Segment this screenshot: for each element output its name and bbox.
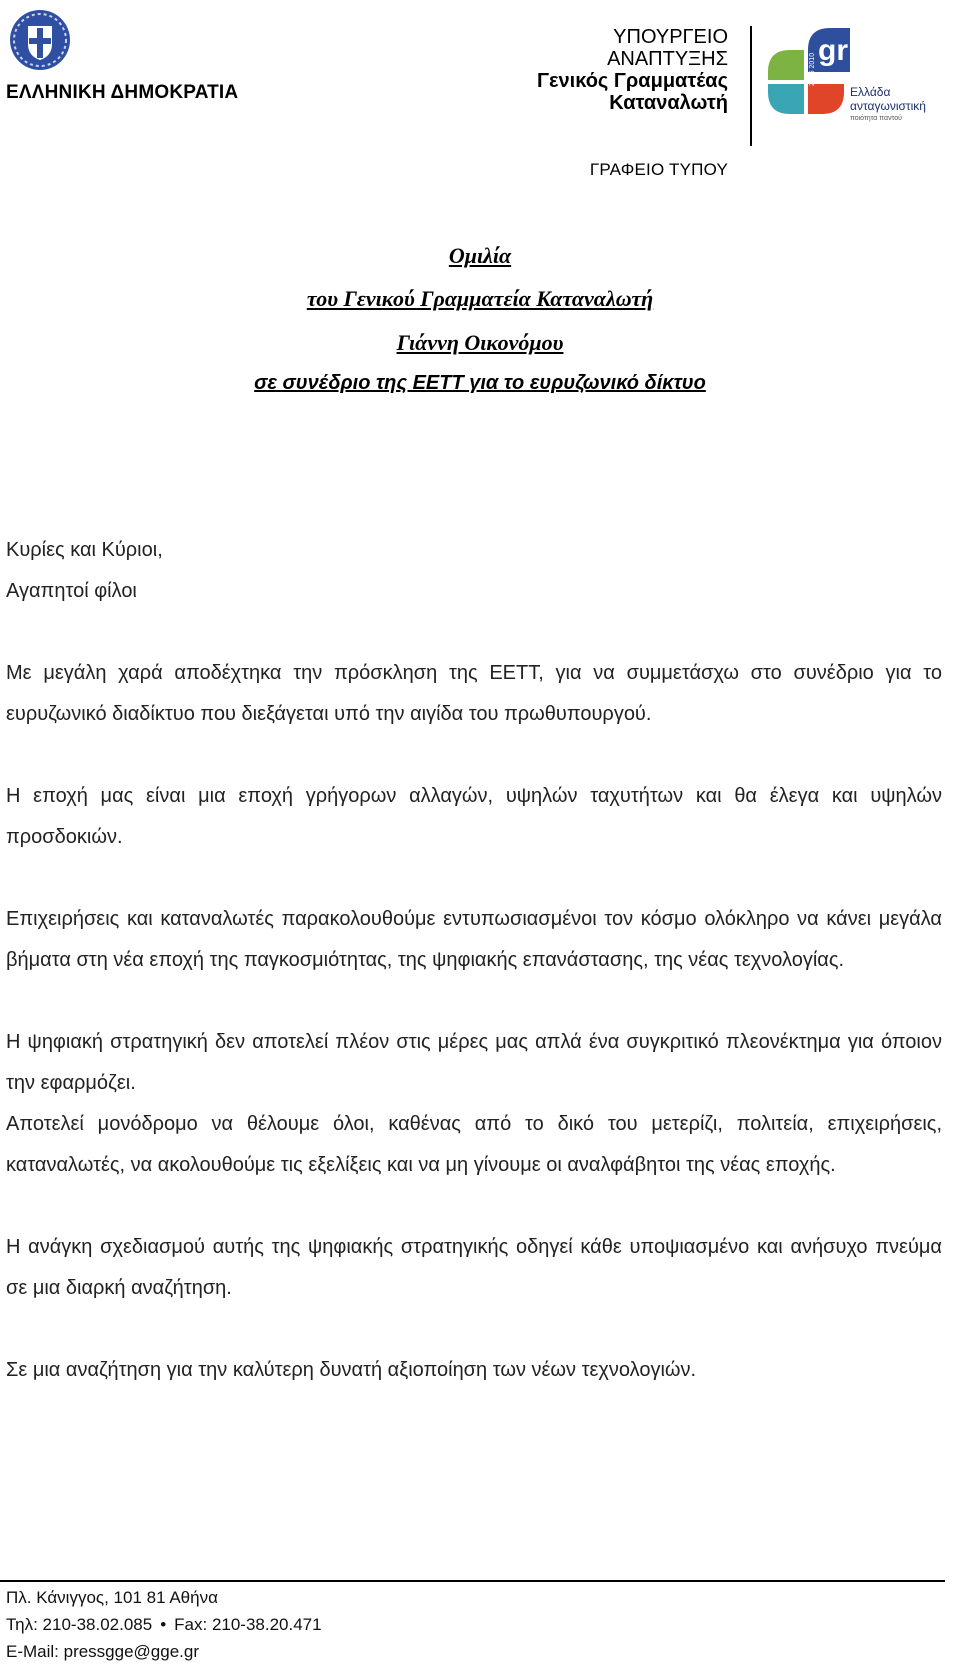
paragraph-2: Η εποχή μας είναι μια εποχή γρήγορων αλλαγών, υψηλών ταχυτήτων και θα έλεγα και υψηλών προσδοκιών. [6, 785, 942, 848]
greek-emblem-icon [8, 8, 72, 72]
logo-slogan-1: Ελλάδα [850, 85, 891, 99]
greeting-line-1: Κυρίες και Κύριοι, [6, 539, 163, 561]
logo-slogan-3: ποιότητα παντού [850, 115, 902, 122]
footer-phone-fax [6, 1611, 322, 1638]
paragraph-4: Η ψηφιακή στρατηγική δεν αποτελεί πλέον στις μέρες μας απλά ένα συγκριτικό πλεονέκτημα για όποιον την εφαρμόζει. [6, 1031, 942, 1094]
speech-title: Ομιλία [448, 243, 512, 268]
greeting-line-2: Αγαπητοί φίλοι [6, 580, 137, 602]
speech-speaker-name: Γιάννη Οικονόμου [396, 330, 564, 355]
footer-fax: Fax: 210-38.20.471 [174, 1615, 322, 1634]
logo-leaf-green [768, 50, 804, 80]
paragraph-7: Σε μια αναζήτηση για την καλύτερη δυνατή αξιοποίηση των νέων τεχνολογιών. [6, 1359, 697, 1381]
press-office-label: ΓΡΑΦΕΙΟ ΤΥΠΟΥ [589, 160, 728, 179]
republic-label: ΕΛΛΗΝΙΚΗ ΔΗΜΟΚΡΑΤΙΑ [6, 82, 239, 103]
footer-phone: Τηλ: 210-38.02.085 [6, 1615, 153, 1634]
ministry-line-3: Γενικός Γραμματέας [537, 70, 728, 92]
header-divider [750, 26, 752, 146]
footer-divider [0, 1580, 945, 1582]
footer-email[interactable]: E-Mail: pressgge@gge.gr [6, 1642, 200, 1661]
logo-leaf-red [808, 84, 844, 114]
logo-years: 2005 2010 [809, 52, 816, 86]
speech-speaker-role: του Γενικού Γραμματεία Καταναλωτή [306, 286, 654, 311]
ministry-line-1: ΥΠΟΥΡΓΕΙΟ [613, 26, 728, 48]
ministry-line-4: Καταναλωτή [609, 92, 728, 114]
logo-mark: gr [818, 34, 848, 67]
ministry-line-2: ΑΝΑΠΤΥΞΗΣ [607, 48, 728, 70]
paragraph-6: Η ανάγκη σχεδιασμού αυτής της ψηφιακής στρατηγικής οδηγεί κάθε υποψιασμένο και ανήσυχο πνεύμα σε μια διαρκή αναζήτηση. [6, 1236, 942, 1299]
greece-competitive-logo [768, 22, 940, 132]
ministry-block [470, 26, 728, 114]
paragraph-1: Με μεγάλη χαρά αποδέχτηκα την πρόσκληση της ΕΕΤΤ, για να συμμετάσχω στο συνέδριο για το ευρυζωνικό διαδίκτυο που διεξάγεται υπό την αιγίδα του πρωθυπουργού. [6, 662, 942, 725]
footer-contact [6, 1584, 322, 1665]
speech-body [6, 530, 942, 1391]
paragraph-5: Αποτελεί μονόδρομο να θέλουμε όλοι, καθένας από το δικό του μετερίζι, πολιτεία, επιχειρήσεις, καταναλωτές, να ακολουθούμε τις εξελίξεις και να μη γίνουμε οι αναλφάβητοι της νέας εποχής. [6, 1113, 942, 1176]
logo-leaf-teal [768, 84, 804, 114]
paragraph-3: Επιχειρήσεις και καταναλωτές παρακολουθούμε εντυπωσιασμένοι τον κόσμο ολόκληρο να κάνει μεγάλα βήματα στη νέα εποχή της παγκοσμιότητας, της ψηφιακής επανάστασης, της νέας τεχνολογίας. [6, 908, 942, 971]
footer-separator: • [160, 1615, 167, 1634]
logo-slogan-2: ανταγωνιστική [850, 99, 926, 113]
footer-address: Πλ. Κάνιγγος, 101 81 Αθήνα [6, 1588, 218, 1607]
speech-event: σε συνέδριο της ΕΕΤΤ για το ευρυζωνικό δίκτυο [254, 372, 706, 394]
